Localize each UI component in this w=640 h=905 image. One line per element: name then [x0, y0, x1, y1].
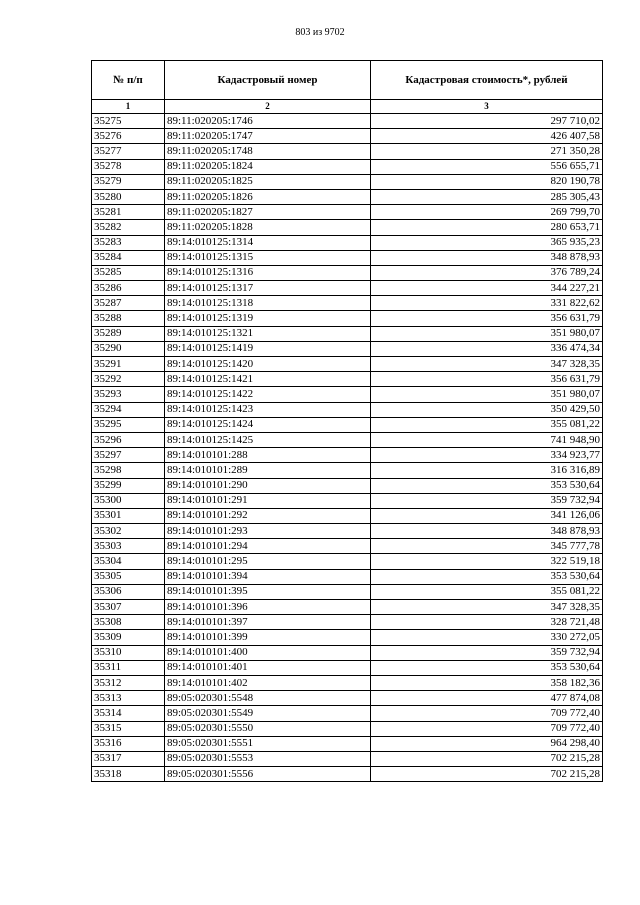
- cadastral-number: 89:11:020205:1827: [165, 205, 371, 220]
- cadastral-value: 347 328,35: [371, 357, 603, 372]
- table-row: [92, 341, 603, 356]
- table-row: [92, 326, 603, 341]
- row-number: 35310: [92, 645, 165, 660]
- cadastral-value: 709 772,40: [371, 721, 603, 736]
- table-row: [92, 524, 603, 539]
- table-row: [92, 569, 603, 584]
- cadastral-value: 350 429,50: [371, 402, 603, 417]
- row-number: 35288: [92, 311, 165, 326]
- cadastral-value: 341 126,06: [371, 508, 603, 523]
- cadastral-value: 285 305,43: [371, 189, 603, 204]
- row-number: 35299: [92, 478, 165, 493]
- table-row: [92, 645, 603, 660]
- row-number: 35298: [92, 463, 165, 478]
- cadastral-number: 89:14:010101:395: [165, 584, 371, 599]
- cadastral-value: 271 350,28: [371, 144, 603, 159]
- cadastral-number: 89:05:020301:5556: [165, 767, 371, 782]
- cadastral-value: 334 923,77: [371, 448, 603, 463]
- row-number: 35316: [92, 736, 165, 751]
- table-row: [92, 675, 603, 690]
- table-row: [92, 372, 603, 387]
- table-row: [92, 205, 603, 220]
- cadastral-number: 89:14:010125:1422: [165, 387, 371, 402]
- header-cadastral-value: Кадастровая стоимость*, рублей: [371, 61, 603, 100]
- column-number: 3: [371, 100, 603, 114]
- cadastral-number: 89:14:010125:1319: [165, 311, 371, 326]
- table-row: [92, 129, 603, 144]
- row-number: 35275: [92, 114, 165, 129]
- cadastral-number: 89:11:020205:1826: [165, 189, 371, 204]
- row-number: 35279: [92, 174, 165, 189]
- row-number: 35290: [92, 341, 165, 356]
- cadastral-value: 347 328,35: [371, 600, 603, 615]
- cadastral-value: 709 772,40: [371, 706, 603, 721]
- row-number: 35291: [92, 357, 165, 372]
- cadastral-value: 702 215,28: [371, 751, 603, 766]
- row-number: 35289: [92, 326, 165, 341]
- cadastral-value: 964 298,40: [371, 736, 603, 751]
- cadastral-number: 89:14:010101:293: [165, 524, 371, 539]
- cadastral-number: 89:14:010101:400: [165, 645, 371, 660]
- cadastral-number: 89:14:010125:1423: [165, 402, 371, 417]
- table-row: [92, 357, 603, 372]
- table-row: [92, 600, 603, 615]
- cadastral-number: 89:14:010125:1321: [165, 326, 371, 341]
- row-number: 35317: [92, 751, 165, 766]
- table-row: [92, 554, 603, 569]
- cadastral-value: 359 732,94: [371, 493, 603, 508]
- cadastral-number: 89:14:010101:399: [165, 630, 371, 645]
- cadastral-value: 358 182,36: [371, 675, 603, 690]
- cadastral-value: 702 215,28: [371, 767, 603, 782]
- table-row: [92, 706, 603, 721]
- row-number: 35297: [92, 448, 165, 463]
- row-number: 35315: [92, 721, 165, 736]
- cadastral-value: 348 878,93: [371, 524, 603, 539]
- cadastral-number: 89:14:010125:1421: [165, 372, 371, 387]
- cadastral-value: 353 530,64: [371, 569, 603, 584]
- table-row: [92, 448, 603, 463]
- table-row: [92, 417, 603, 432]
- table-row: [92, 265, 603, 280]
- cadastral-number: 89:05:020301:5548: [165, 691, 371, 706]
- row-number: 35276: [92, 129, 165, 144]
- cadastral-value: 820 190,78: [371, 174, 603, 189]
- table-row: [92, 432, 603, 447]
- cadastral-table: [91, 60, 603, 782]
- cadastral-value: 556 655,71: [371, 159, 603, 174]
- row-number: 35294: [92, 402, 165, 417]
- row-number: 35278: [92, 159, 165, 174]
- table-row: [92, 508, 603, 523]
- cadastral-number: 89:14:010125:1424: [165, 417, 371, 432]
- table-row: [92, 721, 603, 736]
- cadastral-number: 89:14:010101:294: [165, 539, 371, 554]
- row-number: 35300: [92, 493, 165, 508]
- cadastral-value: 355 081,22: [371, 584, 603, 599]
- cadastral-value: 316 316,89: [371, 463, 603, 478]
- row-number: 35303: [92, 539, 165, 554]
- row-number: 35277: [92, 144, 165, 159]
- cadastral-number: 89:11:020205:1824: [165, 159, 371, 174]
- table-row: [92, 463, 603, 478]
- cadastral-value: 345 777,78: [371, 539, 603, 554]
- table-row: [92, 114, 603, 129]
- row-number: 35281: [92, 205, 165, 220]
- column-number-row: [92, 100, 603, 114]
- row-number: 35293: [92, 387, 165, 402]
- table-row: [92, 189, 603, 204]
- row-number: 35312: [92, 675, 165, 690]
- column-number: 2: [165, 100, 371, 114]
- cadastral-value: 356 631,79: [371, 311, 603, 326]
- cadastral-number: 89:14:010101:289: [165, 463, 371, 478]
- cadastral-value: 328 721,48: [371, 615, 603, 630]
- cadastral-number: 89:14:010125:1318: [165, 296, 371, 311]
- table-row: [92, 387, 603, 402]
- table-row: [92, 220, 603, 235]
- table-row: [92, 630, 603, 645]
- cadastral-number: 89:14:010101:292: [165, 508, 371, 523]
- table-row: [92, 402, 603, 417]
- row-number: 35307: [92, 600, 165, 615]
- table-row: [92, 174, 603, 189]
- table-row: [92, 493, 603, 508]
- table-row: [92, 478, 603, 493]
- row-number: 35311: [92, 660, 165, 675]
- cadastral-number: 89:14:010101:394: [165, 569, 371, 584]
- cadastral-number: 89:14:010101:396: [165, 600, 371, 615]
- row-number: 35308: [92, 615, 165, 630]
- cadastral-value: 356 631,79: [371, 372, 603, 387]
- table-row: [92, 691, 603, 706]
- row-number: 35282: [92, 220, 165, 235]
- cadastral-number: 89:11:020205:1746: [165, 114, 371, 129]
- table-row: [92, 584, 603, 599]
- row-number: 35304: [92, 554, 165, 569]
- cadastral-value: 365 935,23: [371, 235, 603, 250]
- table-row: [92, 539, 603, 554]
- cadastral-number: 89:14:010125:1316: [165, 265, 371, 280]
- row-number: 35286: [92, 281, 165, 296]
- cadastral-number: 89:11:020205:1747: [165, 129, 371, 144]
- cadastral-value: 269 799,70: [371, 205, 603, 220]
- cadastral-number: 89:14:010125:1317: [165, 281, 371, 296]
- row-number: 35305: [92, 569, 165, 584]
- table-row: [92, 311, 603, 326]
- cadastral-number: 89:11:020205:1828: [165, 220, 371, 235]
- cadastral-value: 477 874,08: [371, 691, 603, 706]
- row-number: 35318: [92, 767, 165, 782]
- cadastral-number: 89:05:020301:5553: [165, 751, 371, 766]
- cadastral-value: 351 980,07: [371, 326, 603, 341]
- table-row: [92, 281, 603, 296]
- row-number: 35301: [92, 508, 165, 523]
- row-number: 35283: [92, 235, 165, 250]
- cadastral-number: 89:05:020301:5549: [165, 706, 371, 721]
- cadastral-number: 89:14:010125:1425: [165, 432, 371, 447]
- row-number: 35309: [92, 630, 165, 645]
- row-number: 35285: [92, 265, 165, 280]
- cadastral-number: 89:14:010101:288: [165, 448, 371, 463]
- cadastral-value: 336 474,34: [371, 341, 603, 356]
- header-cadastral-number: Кадастровый номер: [165, 61, 371, 100]
- cadastral-value: 348 878,93: [371, 250, 603, 265]
- table-header-row: [92, 61, 603, 100]
- cadastral-number: 89:14:010101:401: [165, 660, 371, 675]
- cadastral-number: 89:11:020205:1825: [165, 174, 371, 189]
- row-number: 35314: [92, 706, 165, 721]
- table-row: [92, 159, 603, 174]
- cadastral-value: 280 653,71: [371, 220, 603, 235]
- cadastral-value: 344 227,21: [371, 281, 603, 296]
- cadastral-value: 330 272,05: [371, 630, 603, 645]
- cadastral-value: 351 980,07: [371, 387, 603, 402]
- cadastral-value: 741 948,90: [371, 432, 603, 447]
- cadastral-value: 297 710,02: [371, 114, 603, 129]
- row-number: 35292: [92, 372, 165, 387]
- cadastral-number: 89:14:010125:1314: [165, 235, 371, 250]
- cadastral-number: 89:14:010101:291: [165, 493, 371, 508]
- row-number: 35284: [92, 250, 165, 265]
- row-number: 35306: [92, 584, 165, 599]
- cadastral-value: 355 081,22: [371, 417, 603, 432]
- table-row: [92, 235, 603, 250]
- cadastral-value: 376 789,24: [371, 265, 603, 280]
- cadastral-number: 89:14:010125:1315: [165, 250, 371, 265]
- table-row: [92, 660, 603, 675]
- cadastral-number: 89:14:010125:1420: [165, 357, 371, 372]
- row-number: 35296: [92, 432, 165, 447]
- table-row: [92, 296, 603, 311]
- cadastral-value: 331 822,62: [371, 296, 603, 311]
- table-row: [92, 736, 603, 751]
- table-row: [92, 767, 603, 782]
- cadastral-number: 89:05:020301:5550: [165, 721, 371, 736]
- page-number: 803 из 9702: [295, 27, 345, 38]
- cadastral-value: 359 732,94: [371, 645, 603, 660]
- cadastral-number: 89:05:020301:5551: [165, 736, 371, 751]
- cadastral-number: 89:11:020205:1748: [165, 144, 371, 159]
- cadastral-number: 89:14:010101:295: [165, 554, 371, 569]
- cadastral-number: 89:14:010101:402: [165, 675, 371, 690]
- cadastral-number: 89:14:010101:397: [165, 615, 371, 630]
- row-number: 35287: [92, 296, 165, 311]
- row-number: 35295: [92, 417, 165, 432]
- header-row-number: № п/п: [92, 61, 165, 100]
- table-row: [92, 250, 603, 265]
- table-row: [92, 751, 603, 766]
- cadastral-value: 353 530,64: [371, 660, 603, 675]
- cadastral-value: 322 519,18: [371, 554, 603, 569]
- cadastral-number: 89:14:010101:290: [165, 478, 371, 493]
- table-row: [92, 144, 603, 159]
- column-number: 1: [92, 100, 165, 114]
- row-number: 35302: [92, 524, 165, 539]
- cadastral-number: 89:14:010125:1419: [165, 341, 371, 356]
- cadastral-value: 426 407,58: [371, 129, 603, 144]
- row-number: 35280: [92, 189, 165, 204]
- row-number: 35313: [92, 691, 165, 706]
- table-body: [92, 114, 603, 782]
- cadastral-value: 353 530,64: [371, 478, 603, 493]
- table-row: [92, 615, 603, 630]
